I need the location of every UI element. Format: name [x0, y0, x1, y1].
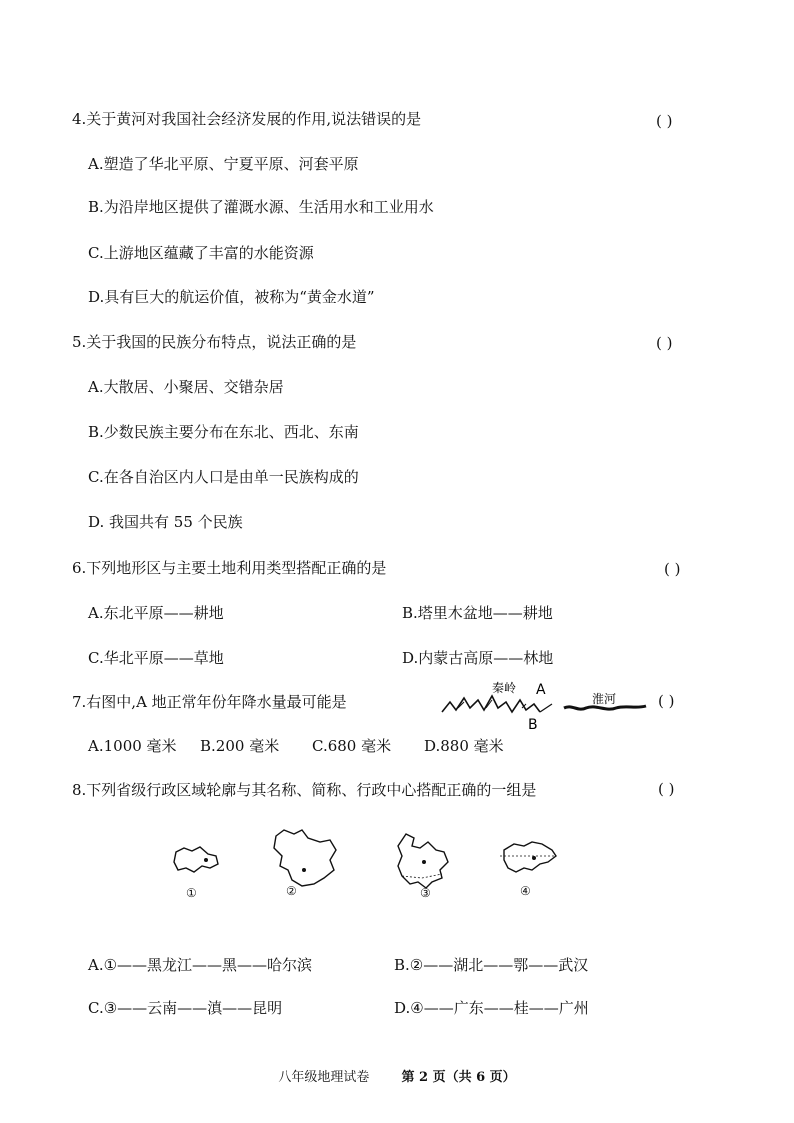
label-qinling: 秦岭: [492, 681, 517, 695]
figure-label-3: ③: [420, 886, 431, 900]
huaihe-river: [564, 706, 646, 709]
question-6-option-d: D.内蒙古高原——林地: [402, 649, 554, 667]
question-8-answer-bracket: ( ): [658, 780, 675, 798]
question-8-option-d: D.④——广东——桂——广州: [394, 999, 589, 1017]
question-6-stem: 6.下列地形区与主要土地利用类型搭配正确的是: [72, 559, 387, 577]
province-outline-hubei: [170, 842, 222, 878]
question-5-option-b: B.少数民族主要分布在东北、西北、东南: [88, 423, 359, 441]
question-4-option-d: D.具有巨大的航运价值，被称为“黄金水道”: [88, 288, 375, 306]
footer-page-number: 第 2 页（共 6 页）: [401, 1070, 516, 1085]
question-5-option-a: A.大散居、小聚居、交错杂居: [88, 378, 284, 396]
slope-line: [540, 704, 552, 712]
figure-label-1: ①: [186, 886, 197, 900]
qinling-huaihe-sketch: [440, 678, 650, 736]
question-7-stem: 7.右图中,A 地正常年份年降水量最可能是: [72, 693, 347, 711]
question-4-answer-bracket: ( ): [656, 112, 673, 130]
question-7-option-c: C.680 毫米: [312, 737, 392, 755]
question-5-answer-bracket: ( ): [656, 334, 673, 352]
question-8-option-a: A.①——黑龙江——黑——哈尔滨: [88, 956, 313, 974]
question-6-answer-bracket: ( ): [664, 560, 681, 578]
question-6-option-b: B.塔里木盆地——耕地: [402, 604, 553, 622]
question-7-answer-bracket: ( ): [658, 692, 675, 710]
question-7-option-b: B.200 毫米: [200, 737, 280, 755]
question-7-option-d: D.880 毫米: [424, 737, 504, 755]
province-outline-yunnan: [392, 830, 456, 890]
footer-subject: 八年级地理试卷: [278, 1070, 370, 1085]
question-6-option-c: C.华北平原——草地: [88, 649, 224, 667]
question-5-stem: 5.关于我国的民族分布特点，说法正确的是: [72, 333, 357, 351]
figure-label-4: ④: [520, 884, 531, 898]
question-4-stem: 4.关于黄河对我国社会经济发展的作用,说法错误的是: [72, 110, 422, 128]
province-outline-guangdong: [496, 836, 560, 880]
question-4-option-a: A.塑造了华北平原、宁夏平原、河套平原: [88, 155, 359, 173]
label-b: B: [528, 717, 538, 733]
question-5-option-d: D. 我国共有 55 个民族: [88, 513, 243, 531]
label-a: A: [536, 682, 546, 698]
question-5-option-c: C.在各自治区内人口是由单一民族构成的: [88, 468, 359, 486]
question-4-option-c: C.上游地区蕴藏了丰富的水能资源: [88, 244, 314, 262]
question-8-option-c: C.③——云南——滇——昆明: [88, 999, 283, 1017]
question-4-option-b: B.为沿岸地区提供了灌溉水源、生活用水和工业用水: [88, 198, 434, 216]
label-huaihe: 淮河: [592, 692, 617, 706]
figure-label-2: ②: [286, 884, 297, 898]
question-8-stem: 8.下列省级行政区域轮廓与其名称、简称、行政中心搭配正确的一组是: [72, 781, 537, 799]
province-outline-heilongjiang: [268, 826, 340, 890]
question-7-option-a: A.1000 毫米: [88, 737, 177, 755]
question-8-option-b: B.②——湖北——鄂——武汉: [394, 956, 589, 974]
page-footer: [0, 1066, 794, 1085]
question-6-option-a: A.东北平原——耕地: [88, 604, 224, 622]
